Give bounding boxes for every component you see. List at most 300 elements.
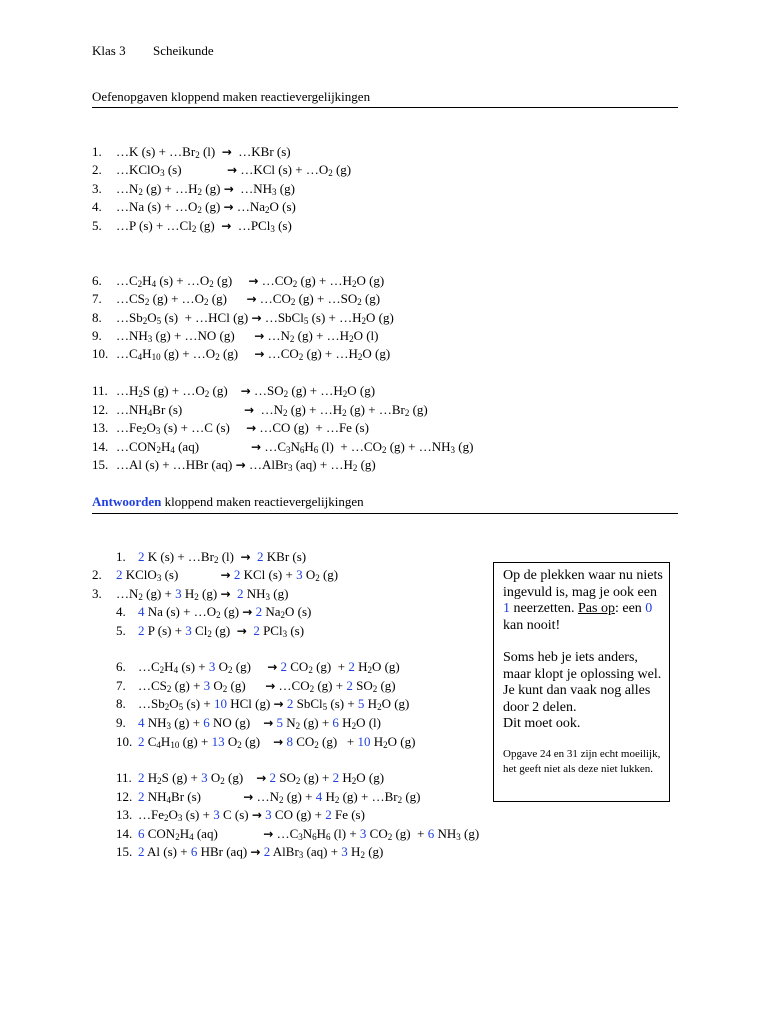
coefficient: 3	[359, 826, 367, 841]
reaction-arrow-icon: →	[254, 347, 265, 361]
equation-text: (g)	[364, 844, 384, 859]
equation-number: 3.	[92, 181, 102, 196]
equation-row	[92, 382, 375, 400]
subject-label: Scheikunde	[153, 43, 214, 58]
equation-text: Fe (s)	[331, 807, 365, 822]
equation-text: (g)	[319, 567, 339, 582]
equation-row	[92, 456, 376, 474]
subscript: 2	[352, 463, 358, 473]
reaction-arrow-icon: →	[251, 440, 262, 454]
equation-row	[116, 806, 365, 824]
equation-row	[92, 290, 380, 308]
subscript: 2	[387, 832, 393, 842]
equation-text: (s)	[161, 567, 221, 582]
equation-number: 10.	[116, 734, 133, 749]
equation-text: (g)	[409, 402, 428, 417]
equation-text: …Na (s) + …O	[116, 199, 198, 214]
subscript: 2	[351, 279, 357, 289]
equation-row	[116, 843, 383, 861]
equation-text: O	[224, 734, 238, 749]
subscript: 2	[195, 150, 200, 160]
equation-text: NH	[243, 586, 266, 601]
equation-text: H	[179, 826, 190, 841]
equation-text: …C	[116, 346, 138, 361]
equation-text: NH	[144, 789, 167, 804]
equation-text: (g) +	[171, 715, 204, 730]
equation-text: …KClO	[116, 162, 161, 177]
equation-text: S (g) + …O	[142, 383, 205, 398]
coefficient: 3	[185, 623, 192, 638]
coefficient: 6	[190, 844, 198, 859]
subscript: 2	[295, 776, 301, 786]
answers-divider	[92, 513, 678, 514]
subscript: 2	[342, 408, 347, 418]
coefficient: 6	[203, 715, 210, 730]
coefficient: 2	[348, 659, 355, 674]
equation-text: (s) + …C (s)	[160, 420, 247, 435]
class-label: Klas 3	[92, 43, 126, 58]
equation-text: N	[302, 826, 313, 841]
equation-text: O (g)	[356, 273, 385, 288]
coefficient: 3	[213, 807, 220, 822]
equation-text: (g) + …SO	[295, 291, 358, 306]
equation-text: (g)	[213, 273, 249, 288]
equation-text: CON	[144, 826, 176, 841]
subscript: 2	[175, 832, 180, 842]
equation-text: (g)	[357, 457, 376, 472]
coefficient: 3	[296, 567, 303, 582]
equation-text: H	[144, 770, 158, 785]
equation-text: (g)	[220, 604, 243, 619]
equation-text: Br (s)	[152, 402, 244, 417]
equation-row	[116, 658, 400, 676]
coefficient: 2	[138, 789, 145, 804]
subscript: 2	[137, 279, 143, 289]
equation-text: (g) + …H	[297, 273, 352, 288]
equation-row	[116, 825, 479, 843]
equation-text: NH	[434, 826, 457, 841]
coefficient: 3	[203, 678, 211, 693]
equation-number: 7.	[92, 291, 102, 306]
equation-text: P (s) +	[144, 623, 186, 638]
equation-text: H	[370, 734, 384, 749]
coefficient: 3	[341, 844, 348, 859]
equation-text: H	[304, 439, 314, 454]
equation-text: H	[164, 659, 174, 674]
subscript: 3	[272, 187, 277, 197]
subscript: 3	[298, 850, 304, 860]
subscript: 2	[361, 316, 367, 326]
subscript: 3	[286, 445, 291, 455]
equation-text: (g) + …NO (g)	[152, 328, 255, 343]
equation-text: (s) +	[178, 659, 209, 674]
equation-text: O	[168, 807, 178, 822]
subscript: 2	[144, 297, 150, 307]
coefficient: 2	[138, 734, 145, 749]
coefficient: 2	[269, 770, 276, 785]
reaction-arrow-icon: →	[235, 458, 246, 472]
coefficient: 2	[332, 770, 340, 785]
equation-text: (g)	[377, 678, 396, 693]
equation-text: H	[142, 273, 152, 288]
reaction-arrow-icon: →	[220, 587, 231, 601]
equation-text: H	[142, 346, 152, 361]
equation-text: (g) + …O	[149, 291, 205, 306]
subscript: 2	[156, 445, 161, 455]
equation-text: (g) + …NH	[386, 439, 451, 454]
reaction-arrow-icon: →	[263, 716, 274, 730]
hint-box	[493, 562, 670, 802]
subscript: 2	[334, 795, 340, 805]
subscript: 2	[309, 684, 315, 694]
equation-number: 9.	[92, 328, 102, 343]
subscript: 3	[166, 721, 172, 731]
reaction-arrow-icon: →	[240, 550, 251, 564]
equation-text: N	[290, 439, 300, 454]
subscript: 2	[283, 389, 289, 399]
equation-text: O	[207, 770, 221, 785]
subscript: 2	[351, 776, 357, 786]
equation-text: PCl	[259, 623, 283, 638]
equation-text: Cl	[191, 623, 208, 638]
equation-text: Al (s) +	[144, 844, 191, 859]
equation-text: …NH	[233, 181, 273, 196]
equation-text: (aq) + …H	[292, 457, 353, 472]
equation-text: SbCl	[293, 696, 323, 711]
coefficient: 5	[276, 715, 284, 730]
subscript: 2	[377, 702, 382, 712]
equation-text: …Fe	[116, 420, 142, 435]
equation-text: H	[322, 789, 335, 804]
equation-text: H	[160, 439, 171, 454]
reaction-arrow-icon: →	[243, 790, 254, 804]
subscript: 2	[197, 205, 202, 215]
equation-text: (s)	[274, 218, 292, 233]
subscript: 2	[314, 740, 319, 750]
equation-text: CO (g) +	[271, 807, 326, 822]
reaction-arrow-icon: →	[221, 145, 232, 159]
equation-text: (l) +	[330, 826, 360, 841]
subscript: 3	[177, 813, 183, 823]
equation-text: H	[316, 826, 327, 841]
equation-text: (l)	[218, 549, 241, 564]
equation-text: (l)	[199, 144, 222, 159]
subscript: 2	[282, 408, 288, 418]
reaction-arrow-icon: →	[236, 624, 247, 638]
equation-row	[92, 161, 351, 179]
subscript: 2	[159, 665, 165, 675]
reaction-arrow-icon: →	[221, 219, 232, 233]
coefficient: 3	[175, 586, 182, 601]
subscript: 4	[170, 445, 175, 455]
equation-number: 12.	[116, 789, 133, 804]
subscript: 2	[213, 555, 219, 565]
equation-row	[92, 327, 378, 345]
equation-row	[92, 401, 428, 419]
coefficient: 2	[263, 844, 271, 859]
equation-text: …P (s) + …Cl	[116, 218, 192, 233]
equation-row	[116, 677, 396, 695]
equation-text: …CO	[256, 291, 291, 306]
equation-text: H	[160, 734, 171, 749]
equation-text: (g)	[232, 659, 268, 674]
equation-text: …N	[254, 402, 283, 417]
equation-row	[92, 345, 390, 363]
reaction-arrow-icon: →	[265, 679, 276, 693]
equation-number: 8.	[92, 310, 102, 325]
subscript: 2	[157, 776, 162, 786]
subscript: 2	[308, 665, 313, 675]
equation-number: 3.	[92, 586, 102, 601]
reaction-arrow-icon: →	[267, 660, 278, 674]
reaction-arrow-icon: →	[246, 292, 257, 306]
equation-text: (s) +	[327, 696, 358, 711]
coefficient: 6	[138, 826, 145, 841]
equation-text: H	[339, 770, 352, 785]
subscript: 3	[160, 168, 165, 178]
equation-text: (g) +	[283, 789, 316, 804]
equation-text: …CON	[116, 439, 157, 454]
subscript: 3	[456, 832, 461, 842]
equation-text: CO	[287, 659, 309, 674]
equation-text: …NH	[116, 402, 148, 417]
subscript: 2	[207, 629, 212, 639]
equation-text: (aq)	[174, 439, 252, 454]
coefficient: 6	[332, 715, 339, 730]
equation-text: (g) +	[300, 770, 333, 785]
subscript: 2	[138, 389, 143, 399]
equation-text: NH	[144, 715, 167, 730]
reaction-arrow-icon: →	[256, 771, 267, 785]
equation-number: 5.	[92, 218, 102, 233]
subscript: 3	[155, 426, 161, 436]
equation-text: (g)	[227, 678, 266, 693]
equation-text: AlBr	[270, 844, 299, 859]
reaction-arrow-icon: →	[240, 384, 251, 398]
equation-number: 9.	[116, 715, 126, 730]
equation-row	[92, 566, 338, 584]
subscript: 2	[197, 187, 203, 197]
equation-text: (g)	[196, 218, 222, 233]
equation-number: 14.	[116, 826, 133, 841]
equation-text: (g) + …Br	[339, 789, 398, 804]
equation-text: Br (s)	[171, 789, 244, 804]
equation-text: Na (s) + …O	[144, 604, 217, 619]
reaction-arrow-icon: →	[242, 605, 253, 619]
reaction-arrow-icon: →	[273, 735, 284, 749]
reaction-arrow-icon: →	[246, 421, 257, 435]
equation-text: (g) +	[142, 586, 176, 601]
equation-text: …CO	[275, 678, 310, 693]
coefficient: 2	[257, 549, 264, 564]
equation-text: …N	[116, 586, 139, 601]
equation-number: 13.	[116, 807, 133, 822]
subscript: 2	[280, 610, 286, 620]
equation-text: (g)	[209, 383, 241, 398]
subscript: 2	[237, 740, 242, 750]
equation-number: 8.	[116, 696, 126, 711]
subscript: 3	[265, 592, 271, 602]
equation-text: (g)	[241, 734, 274, 749]
subscript: 3	[282, 629, 288, 639]
coefficient: 8	[286, 734, 293, 749]
subscript: 2	[204, 389, 210, 399]
equation-text: O (s)	[285, 604, 312, 619]
answers-title	[92, 494, 364, 510]
equation-text: …SO	[250, 383, 284, 398]
equation-text: (g) +	[300, 715, 333, 730]
equation-text: (g)	[198, 586, 221, 601]
coefficient: 4	[138, 604, 145, 619]
answers-title-highlight: Antwoorden	[92, 494, 162, 509]
reaction-arrow-icon: →	[250, 845, 261, 859]
coefficient: 2	[286, 696, 294, 711]
coefficient: 2	[138, 770, 145, 785]
equation-text: O	[146, 420, 156, 435]
equation-text: O (g)	[347, 383, 376, 398]
equation-text: O	[302, 567, 316, 582]
subscript: 2	[342, 389, 348, 399]
subscript: 2	[383, 740, 388, 750]
equation-text: …Na	[233, 199, 266, 214]
equation-text: (g) +	[312, 659, 349, 674]
subscript: 2	[142, 316, 148, 326]
equation-text: HCl (g)	[226, 696, 274, 711]
subscript: 2	[164, 702, 170, 712]
coefficient: 4	[138, 715, 145, 730]
equation-text: (g) +	[318, 734, 358, 749]
equation-text: (g)	[208, 291, 247, 306]
equation-text: O (g)	[366, 310, 394, 325]
equation-number: 15.	[116, 844, 133, 859]
equation-row	[92, 272, 384, 290]
subscript: 4	[156, 740, 161, 750]
coefficient: 2	[255, 604, 263, 619]
equation-row	[92, 419, 369, 437]
subscript: 6	[313, 445, 319, 455]
equation-row	[92, 143, 291, 161]
coefficient: 2	[138, 844, 145, 859]
equation-text: (g)	[201, 199, 224, 214]
equation-row	[92, 198, 296, 216]
coefficient: 2	[280, 659, 287, 674]
equation-text: (g)	[211, 623, 237, 638]
equation-text: K (s) + …Br	[144, 549, 214, 564]
subscript: 3	[147, 334, 153, 344]
subscript: 2	[351, 721, 357, 731]
equation-number: 6.	[116, 659, 126, 674]
equation-text: (g) + …H	[303, 346, 358, 361]
equation-number: 15.	[92, 457, 109, 472]
equation-text: H	[364, 696, 378, 711]
subscript: 5	[303, 316, 309, 326]
subscript: 3	[270, 224, 275, 234]
equation-text: SO	[276, 770, 296, 785]
equation-number: 12.	[92, 402, 109, 417]
reaction-arrow-icon: →	[251, 311, 262, 325]
subscript: 2	[220, 776, 225, 786]
exercises-divider	[92, 107, 678, 108]
equation-text: (s)	[287, 623, 305, 638]
equation-number: 13.	[92, 420, 109, 435]
subscript: 2	[292, 279, 298, 289]
equation-text: O (g)	[387, 734, 416, 749]
equation-text: CO	[292, 734, 315, 749]
subscript: 2	[166, 684, 172, 694]
equation-row	[116, 788, 421, 806]
equation-number: 7.	[116, 678, 126, 693]
equation-text: N	[283, 715, 296, 730]
coefficient: 2	[138, 549, 145, 564]
equation-text: …CS	[138, 678, 167, 693]
equation-row	[116, 714, 381, 732]
equation-number: 1.	[116, 549, 126, 564]
equation-row	[116, 733, 415, 751]
equation-text: …AlBr	[245, 457, 288, 472]
equation-text: (g)	[402, 789, 421, 804]
subscript: 4	[173, 665, 179, 675]
subscript: 2	[357, 297, 362, 307]
equation-text: H	[338, 715, 352, 730]
equation-text: (aq) +	[303, 844, 342, 859]
equation-text: (g) +	[179, 734, 212, 749]
equation-text: (g)	[332, 162, 352, 177]
equation-text: (g) + …H	[287, 402, 343, 417]
equation-row	[116, 769, 384, 787]
answers-title-rest: kloppend maken reactievergelijkingen	[161, 494, 364, 509]
equation-number: 2.	[92, 567, 102, 582]
equation-text: (g)	[460, 826, 480, 841]
equation-text: (g) +	[392, 826, 428, 841]
subscript: 2	[360, 850, 365, 860]
subscript: 4	[137, 352, 143, 362]
coefficient: 10	[357, 734, 371, 749]
equation-text: …CO (g) + …Fe (s)	[256, 420, 369, 435]
coefficient: 4	[315, 789, 323, 804]
equation-text: (g) + …H	[142, 181, 198, 196]
subscript: 2	[216, 610, 221, 620]
reaction-arrow-icon: →	[251, 808, 262, 822]
subscript: 2	[404, 408, 410, 418]
equation-text: …Sb	[116, 310, 143, 325]
equation-text: (g) +	[314, 678, 347, 693]
equation-number: 11.	[92, 383, 108, 398]
equation-text: H	[181, 586, 195, 601]
equation-text: …H	[116, 383, 139, 398]
equation-text: O	[169, 696, 179, 711]
reaction-arrow-icon: →	[220, 568, 231, 582]
equation-row	[92, 217, 292, 235]
subscript: 2	[222, 684, 228, 694]
equation-text: (g)	[219, 346, 255, 361]
equation-row	[116, 548, 306, 566]
equation-text: H	[347, 844, 361, 859]
equation-text: …PCl	[231, 218, 271, 233]
subscript: 2	[191, 224, 197, 234]
equation-text: (aq)	[193, 826, 264, 841]
equation-text: …KCl (s) + …O	[237, 162, 329, 177]
equation-text: H	[354, 659, 368, 674]
equation-text: …C	[116, 273, 138, 288]
exercises-title: Oefenopgaven kloppend maken reactievergelijkingen	[92, 89, 371, 104]
subscript: 2	[138, 592, 143, 602]
equation-text: KCl (s) +	[240, 567, 297, 582]
reaction-arrow-icon: →	[223, 200, 234, 214]
subscript: 2	[265, 205, 270, 215]
hint-paragraph-3: Dit moet ook.	[503, 716, 581, 731]
equation-text: (g)	[276, 181, 295, 196]
coefficient: 13	[211, 734, 225, 749]
